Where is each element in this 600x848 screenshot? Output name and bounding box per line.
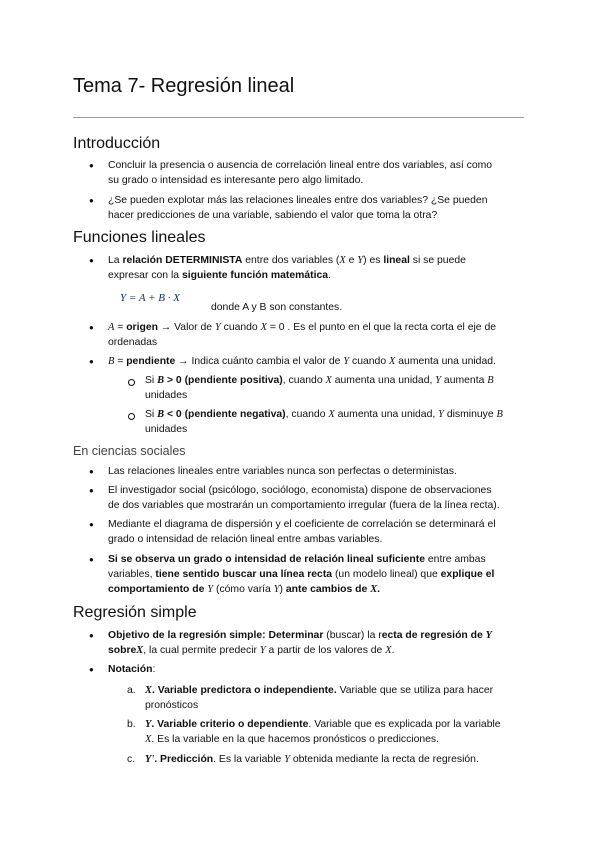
list-item: Notación: [108,664,156,675]
section-heading-funciones-lineales: Funciones lineales [73,229,206,246]
sub-bullet-icon [128,379,135,386]
bullet-icon: ● [89,555,94,564]
bullet-icon: ● [89,357,94,366]
list-item: Objetivo de la regresión simple: Determinar (buscar) la recta de regresión de Y sobreX, la cual permite predecir Y a partir de los valores de X. [108,630,493,657]
formula-note: donde A y B son constantes. [211,302,343,313]
list-item: Si B > 0 (pendiente positiva), cuando X aumenta una unidad, Y aumenta B unidades [145,375,494,402]
bullet-icon: ● [89,323,94,332]
list-letter: c. [127,754,136,765]
page-title: Tema 7- Regresión lineal [73,75,295,97]
list-item: El investigador social (psicólogo, sociólogo, economista) dispone de observaciones de dos variables que mostrarán un comportamiento irregular (fuera de la línea recta). [108,485,500,512]
bullet-icon: ● [89,467,94,476]
list-item: Y. Variable criterio o dependiente. Variable que es explicada por la variable X. Es la variable en la que hacemos pronósticos o predicciones. [145,719,501,746]
bullet-icon: ● [89,665,94,674]
list-item: Si se observa un grado o intensidad de relación lineal suficiente entre ambas variables, tiene sentido buscar una línea recta (un modelo lineal) que explique el comportamiento de Y (cómo varía Y) ante cambios de X. [108,554,495,596]
list-item: ¿Se pueden explotar más las relaciones lineales entre dos variables? ¿Se pueden hacer predicciones de una variable, sabiendo el valor que toma la otra? [108,195,488,222]
bullet-icon: ● [89,631,94,640]
list-item: X. Variable predictora o independiente. Variable que se utiliza para hacer pronósticos [145,685,494,712]
section-heading-regresion-simple: Regresión simple [73,604,197,621]
list-item: A = origen → Valor de Y cuando X = 0 . Es el punto en el que la recta corta el eje de ordenadas [108,322,496,349]
bullet-icon: ● [89,486,94,495]
title-divider [73,117,524,118]
bullet-icon: ● [89,196,94,205]
list-item: Si B < 0 (pendiente negativa), cuando X aumenta una unidad, Y disminuye B unidades [145,409,503,436]
bullet-icon: ● [89,161,94,170]
bullet-icon: ● [89,520,94,529]
list-item: Las relaciones lineales entre variables nunca son perfectas o deterministas. [108,466,457,477]
list-letter: b. [127,719,136,730]
list-item: La relación DETERMINISTA entre dos variables (X e Y) es lineal si se puede expresar con la siguiente función matemática. [108,255,466,282]
sub-bullet-icon [128,413,135,420]
list-item: Y'. Predicción. Es la variable Y obtenida mediante la recta de regresión. [145,754,479,765]
linear-function-formula: Y = A + B · X [120,292,180,304]
list-letter: a. [127,685,136,696]
subsection-heading-ciencias-sociales: En ciencias sociales [73,444,186,458]
bullet-icon: ● [89,256,94,265]
list-item: B = pendiente → Indica cuánto cambia el valor de Y cuando X aumenta una unidad. [108,356,496,367]
list-item: Concluir la presencia o ausencia de correlación lineal entre dos variables, así como su grado o intensidad es interesante pero algo limitado. [108,160,493,187]
list-item: Mediante el diagrama de dispersión y el coeficiente de correlación se determinará el grado o intensidad de relación lineal entre ambas variables. [108,519,496,546]
section-heading-introduccion: Introducción [73,135,161,152]
